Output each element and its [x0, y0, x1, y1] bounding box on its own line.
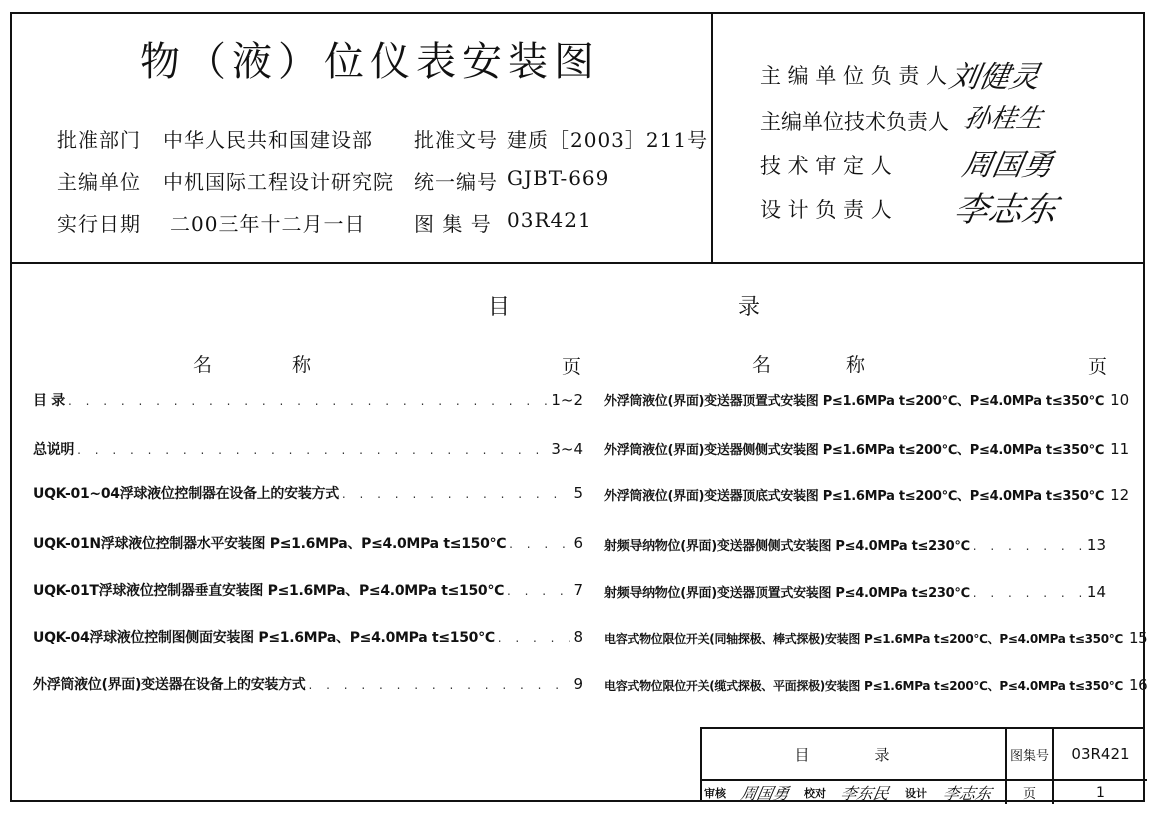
leader-dots: [973, 586, 1084, 600]
tech-head-signature: 孙桂生: [961, 104, 1046, 134]
leader-dots: [507, 584, 570, 598]
check-signature: 李东民: [839, 784, 891, 803]
toc-entry[interactable]: [604, 390, 1130, 409]
right-col-name-b: 称: [846, 354, 866, 376]
toc-entry[interactable]: [33, 580, 583, 600]
leader-dots: [309, 678, 571, 692]
leader-dots: [342, 487, 571, 501]
atlas-title: 物（液）位仪表安装图: [140, 39, 600, 85]
toc-entry-name: UQK-01~04浮球液位控制器在设备上的安装方式: [33, 486, 339, 502]
leader-dots: [498, 631, 571, 645]
toc-entry-name: 电容式物位限位开关(缆式探极、平面探极)安装图 P≤1.6MPa t≤200℃、P≤4.0MPa t≤350℃: [604, 679, 1123, 693]
toc-entry-name: UQK-01N浮球液位控制器水平安装图 P≤1.6MPa、P≤4.0MPa t≤150℃: [33, 536, 507, 552]
toc-entry-page: 10: [1110, 391, 1130, 409]
toc-entry[interactable]: [604, 485, 1130, 504]
chief-unit-label: 主编单位: [57, 170, 141, 194]
effective-date-value: 二00三年十二月一日: [170, 212, 366, 236]
toc-entry-page: 16: [1129, 676, 1148, 694]
toc-entry-name: UQK-01T浮球液位控制器垂直安装图 P≤1.6MPa、P≤4.0MPa t≤150℃: [33, 583, 505, 599]
atlas-no-cell-value: 03R421: [1071, 745, 1130, 763]
toc-entry-page: 11: [1110, 440, 1130, 458]
toc-entry-page: 9: [573, 675, 583, 693]
toc-entry-page: 3~4: [551, 440, 583, 458]
toc-entry-name: 目 录: [33, 393, 65, 409]
approval-doc-label: 批准文号: [414, 128, 498, 152]
right-col-name-a: 名: [752, 354, 772, 376]
unified-no-value: GJBT-669: [507, 166, 610, 190]
design-label: 设计: [905, 786, 927, 800]
toc-entry-page: 12: [1110, 486, 1130, 504]
designer-signature: 李志东: [950, 190, 1060, 230]
toc-heading-left: 目: [488, 295, 511, 320]
toc-entry[interactable]: [604, 535, 1106, 554]
toc-heading-right: 录: [738, 295, 761, 320]
left-col-page: 页: [562, 356, 582, 378]
toc-entry-name: 射频导纳物位(界面)变送器顶置式安装图 P≤4.0MPa t≤230℃: [604, 586, 970, 601]
unit-head-signature: 刘健灵: [946, 60, 1043, 95]
atlas-no-cell-label: 图集号: [1009, 748, 1049, 764]
atlas-no-value: 03R421: [507, 208, 592, 232]
reviewer-label: 技 术 审 定 人: [760, 154, 892, 178]
toc-entry[interactable]: [604, 629, 1148, 647]
leader-dots: [973, 539, 1084, 553]
title-block: [700, 727, 1145, 802]
toc-entry-page: 5: [573, 484, 583, 502]
toc-entry[interactable]: [33, 533, 583, 553]
left-col-name-a: 名: [193, 354, 213, 376]
effective-date-label: 实行日期: [57, 212, 141, 236]
toc-entry[interactable]: [33, 483, 583, 503]
chief-unit-value: 中机国际工程设计研究院: [163, 170, 394, 194]
designer-label: 设 计 负 责 人: [760, 198, 892, 222]
toc-entry-name: 射频导纳物位(界面)变送器侧侧式安装图 P≤4.0MPa t≤230℃: [604, 539, 970, 554]
toc-entry-page: 8: [573, 628, 583, 646]
approval-dept-label: 批准部门: [57, 128, 141, 152]
toc-entry[interactable]: [33, 390, 583, 410]
design-signature: 李志东: [941, 784, 993, 803]
toc-entry[interactable]: [604, 439, 1130, 458]
header-divider: [711, 12, 713, 264]
toc-entry[interactable]: [33, 627, 583, 647]
toc-entry-name: 外浮筒液位(界面)变送器顶底式安装图 P≤1.6MPa t≤200℃、P≤4.0MPa t≤350℃: [604, 489, 1105, 504]
atlas-no-label: 图 集 号: [414, 212, 492, 236]
unified-no-label: 统一编号: [414, 170, 498, 194]
toc-entry-name: 外浮筒液位(界面)变送器顶置式安装图 P≤1.6MPa t≤200℃、P≤4.0MPa t≤350℃: [604, 394, 1105, 409]
unit-head-label: 主 编 单 位 负 责 人: [760, 64, 948, 88]
approval-doc-value: 建质［2003］211号: [507, 128, 709, 152]
toc-entry-name: 外浮筒液位(界面)变送器侧侧式安装图 P≤1.6MPa t≤200℃、P≤4.0MPa t≤350℃: [604, 443, 1105, 458]
toc-entry-page: 14: [1086, 583, 1106, 601]
toc-entry-page: 13: [1086, 536, 1106, 554]
check-label: 校对: [804, 786, 826, 800]
header-bottom-rule: [10, 262, 1145, 264]
approval-dept-value: 中华人民共和国建设部: [163, 128, 373, 152]
title-block-name-b: 录: [874, 745, 890, 764]
tech-head-label: 主编单位技术负责人: [760, 110, 949, 134]
toc-entry-page: 1~2: [551, 391, 583, 409]
page-label: 页: [1022, 787, 1036, 802]
review-label: 审核: [704, 786, 726, 800]
left-col-name-b: 称: [292, 354, 312, 376]
toc-entry[interactable]: [604, 676, 1148, 694]
leader-dots: [77, 443, 548, 457]
review-signature: 周国勇: [739, 784, 791, 803]
toc-entry-page: 6: [573, 534, 583, 552]
leader-dots: [68, 394, 548, 408]
toc-entry-name: 电容式物位限位开关(同轴探极、棒式探极)安装图 P≤1.6MPa t≤200℃、P≤4.0MPa t≤350℃: [604, 632, 1123, 646]
toc-entry-name: 总说明: [33, 442, 75, 458]
leader-dots: [509, 537, 570, 551]
toc-entry-name: 外浮筒液位(界面)变送器在设备上的安装方式: [33, 677, 306, 693]
toc-entry-name: UQK-04浮球液位控制图侧面安装图 P≤1.6MPa、P≤4.0MPa t≤150℃: [33, 630, 495, 646]
toc-entry[interactable]: [33, 674, 583, 694]
reviewer-signature: 周国勇: [959, 148, 1056, 183]
toc-entry-page: 15: [1129, 629, 1148, 647]
toc-entry[interactable]: [604, 582, 1106, 601]
title-block-name-a: 目: [794, 745, 810, 764]
page-number: 1: [1096, 784, 1105, 801]
toc-entry[interactable]: [33, 439, 583, 459]
toc-entry-page: 7: [573, 581, 583, 599]
right-col-page: 页: [1088, 356, 1108, 378]
